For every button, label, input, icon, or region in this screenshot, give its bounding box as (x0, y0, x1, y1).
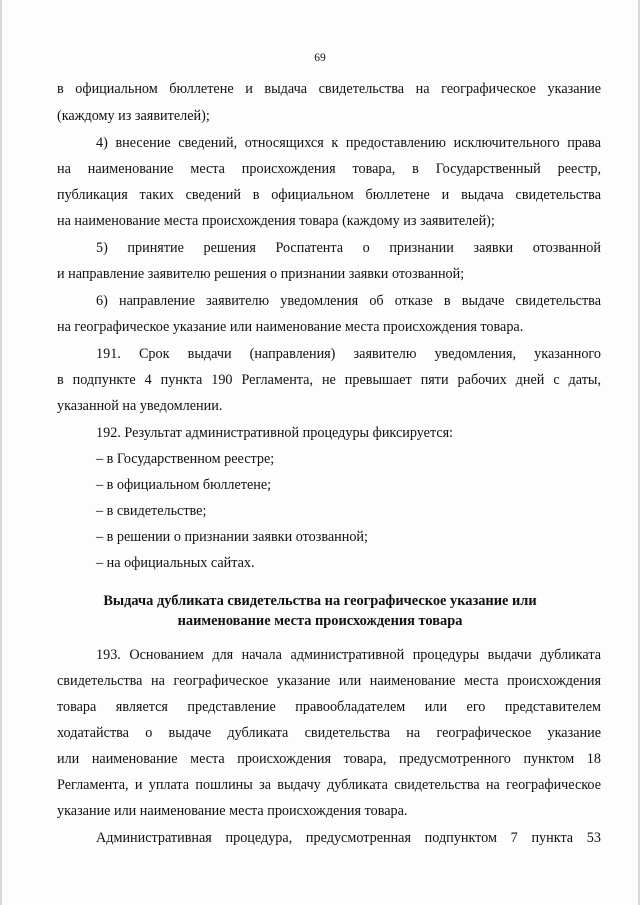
list-item: – на официальных сайтах. (96, 555, 255, 571)
text-line: Регламента, и уплата пошлины за выдачу дубликата свидетельства на географическое (57, 777, 601, 793)
text-line: или наименование места происхождения товара, предусмотренного пунктом 18 (57, 751, 601, 767)
list-item: – в Государственном реестре; (96, 451, 275, 467)
text-line: и направление заявителю решения о признании заявки отозванной; (57, 266, 465, 282)
list-item: – в решении о признании заявки отозванной; (96, 529, 368, 545)
text-line: 191. Срок выдачи (направления) заявителю уведомления, указанного (96, 346, 601, 362)
text-line: на географическое указание или наименование места происхождения товара. (57, 319, 524, 335)
section-heading: Выдача дубликата свидетельства на географическое указание или (103, 593, 537, 609)
text-line: (каждому из заявителей); (57, 108, 210, 124)
text-line: в подпункте 4 пункта 190 Регламента, не превышает пяти рабочих дней с даты, (57, 372, 601, 388)
text-line: указание или наименование места происхождения товара. (57, 803, 408, 819)
text-line: свидетельства на географическое указание или наименование места происхождения (57, 673, 601, 689)
list-item: – в свидетельстве; (96, 503, 207, 519)
text-line: на наименование места происхождения товара, в Государственный реестр, (57, 161, 601, 177)
text-line: в официальном бюллетене и выдача свидетельства на географическое указание (57, 81, 601, 97)
list-item: – в официальном бюллетене; (96, 477, 272, 493)
text-line: 4) внесение сведений, относящихся к предоставлению исключительного права (96, 135, 601, 151)
text-line: 5) принятие решения Роспатента о признании заявки отозванной (96, 240, 601, 256)
text-line: 192. Результат административной процедуры фиксируется: (96, 425, 454, 441)
section-heading: наименование места происхождения товара (177, 613, 463, 629)
text-line: публикация таких сведений в официальном бюллетене и выдача свидетельства (57, 187, 601, 203)
scan-edge-left (0, 0, 2, 905)
text-line: товара является представление правообладателем или его представителем (57, 699, 601, 715)
text-line: 6) направление заявителю уведомления об отказе в выдаче свидетельства (96, 293, 601, 309)
text-line: указанной на уведомлении. (57, 398, 223, 414)
text-line: ходатайства о выдаче дубликата свидетельства на географическое указание (57, 725, 601, 741)
page-number: 69 (314, 52, 326, 64)
text-line: на наименование места происхождения товара (каждому из заявителей); (57, 213, 495, 229)
text-line: 193. Основанием для начала административной процедуры выдачи дубликата (96, 647, 601, 663)
text-line: Административная процедура, предусмотренная подпунктом 7 пункта 53 (96, 830, 601, 846)
